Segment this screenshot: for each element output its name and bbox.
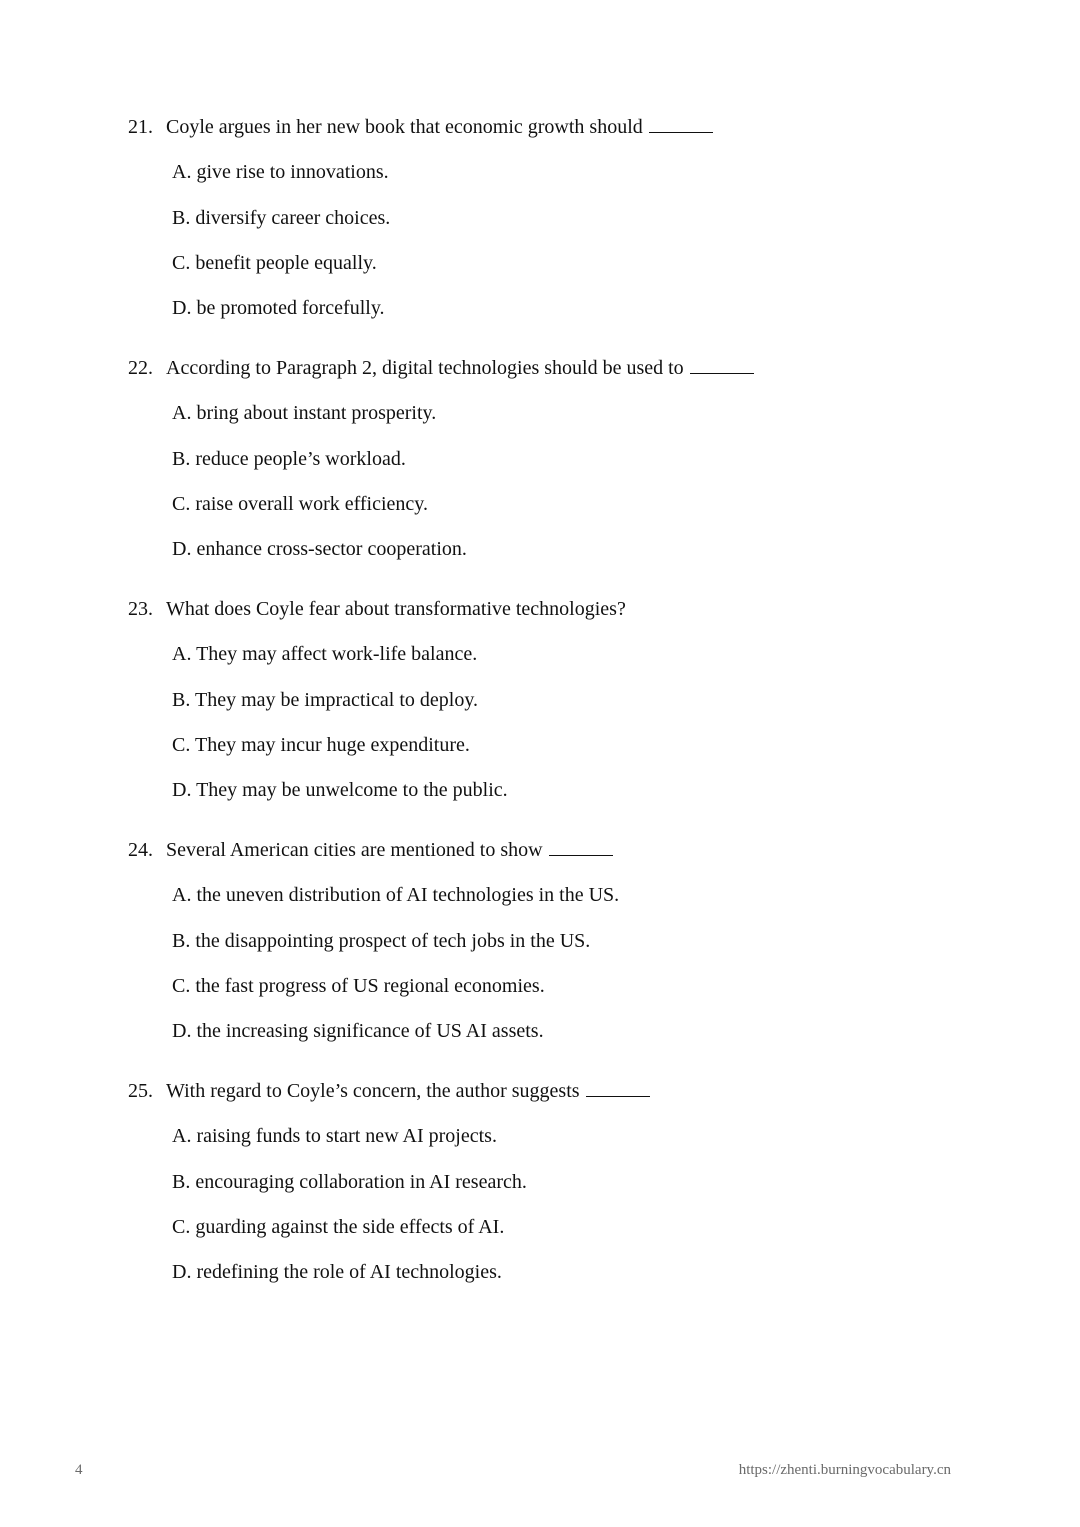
- question-stem: [128, 115, 1008, 139]
- option-d: D. enhance cross-sector cooperation.: [172, 538, 467, 561]
- option-list: [128, 160, 1008, 320]
- option-list: [128, 401, 1008, 561]
- question-text: What does Coyle fear about transformative technologies?: [166, 598, 626, 620]
- question-number: 23.: [128, 598, 153, 620]
- option-d: D. the increasing significance of US AI assets.: [172, 1020, 544, 1043]
- option-a: A. the uneven distribution of AI technologies in the US.: [172, 884, 620, 907]
- option-b: B. reduce people’s workload.: [172, 447, 406, 470]
- option-b: B. the disappointing prospect of tech jobs in the US.: [172, 929, 591, 952]
- option-d: D. be promoted forcefully.: [172, 297, 385, 320]
- option-list: [128, 883, 1008, 1043]
- option-b: B. They may be impractical to deploy.: [172, 688, 479, 711]
- option-c: C. raise overall work efficiency.: [172, 492, 429, 515]
- question-stem: [128, 356, 1008, 380]
- question-number: 21.: [128, 116, 153, 138]
- question-number: 25.: [128, 1080, 153, 1102]
- question-text: With regard to Coyle’s concern, the author suggests: [166, 1080, 580, 1102]
- option-c: C. guarding against the side effects of AI.: [172, 1215, 505, 1238]
- answer-blank: [586, 1079, 650, 1097]
- option-d: D. redefining the role of AI technologies.: [172, 1261, 502, 1284]
- question-25: [128, 1079, 1008, 1284]
- option-c: C. benefit people equally.: [172, 251, 377, 274]
- option-c: C. They may incur huge expenditure.: [172, 733, 470, 756]
- question-stem: [128, 838, 1008, 862]
- answer-blank: [649, 115, 713, 133]
- option-list: [128, 1124, 1008, 1284]
- question-text: Several American cities are mentioned to show: [166, 839, 543, 861]
- option-d: D. They may be unwelcome to the public.: [172, 779, 508, 802]
- question-23: [128, 597, 1008, 802]
- question-text: According to Paragraph 2, digital technologies should be used to: [166, 357, 684, 379]
- option-b: B. diversify career choices.: [172, 206, 391, 229]
- option-list: [128, 642, 1008, 802]
- footer-url: https://zhenti.burningvocabulary.cn: [738, 1462, 951, 1478]
- option-b: B. encouraging collaboration in AI research.: [172, 1170, 527, 1193]
- question-number: 24.: [128, 839, 153, 861]
- question-stem: [128, 1079, 1008, 1103]
- answer-blank: [549, 838, 613, 856]
- option-a: A. give rise to innovations.: [172, 161, 389, 184]
- question-number: 22.: [128, 357, 153, 379]
- question-text: Coyle argues in her new book that economic growth should: [166, 116, 643, 138]
- answer-blank: [690, 356, 754, 374]
- question-22: [128, 356, 1008, 561]
- option-a: A. They may affect work-life balance.: [172, 643, 478, 666]
- question-stem: [128, 597, 1008, 621]
- option-a: A. raising funds to start new AI projects.: [172, 1125, 497, 1148]
- option-a: A. bring about instant prosperity.: [172, 402, 437, 425]
- page-number: 4: [75, 1462, 83, 1478]
- question-24: [128, 838, 1008, 1043]
- option-c: C. the fast progress of US regional economies.: [172, 974, 545, 997]
- question-21: [128, 115, 1008, 320]
